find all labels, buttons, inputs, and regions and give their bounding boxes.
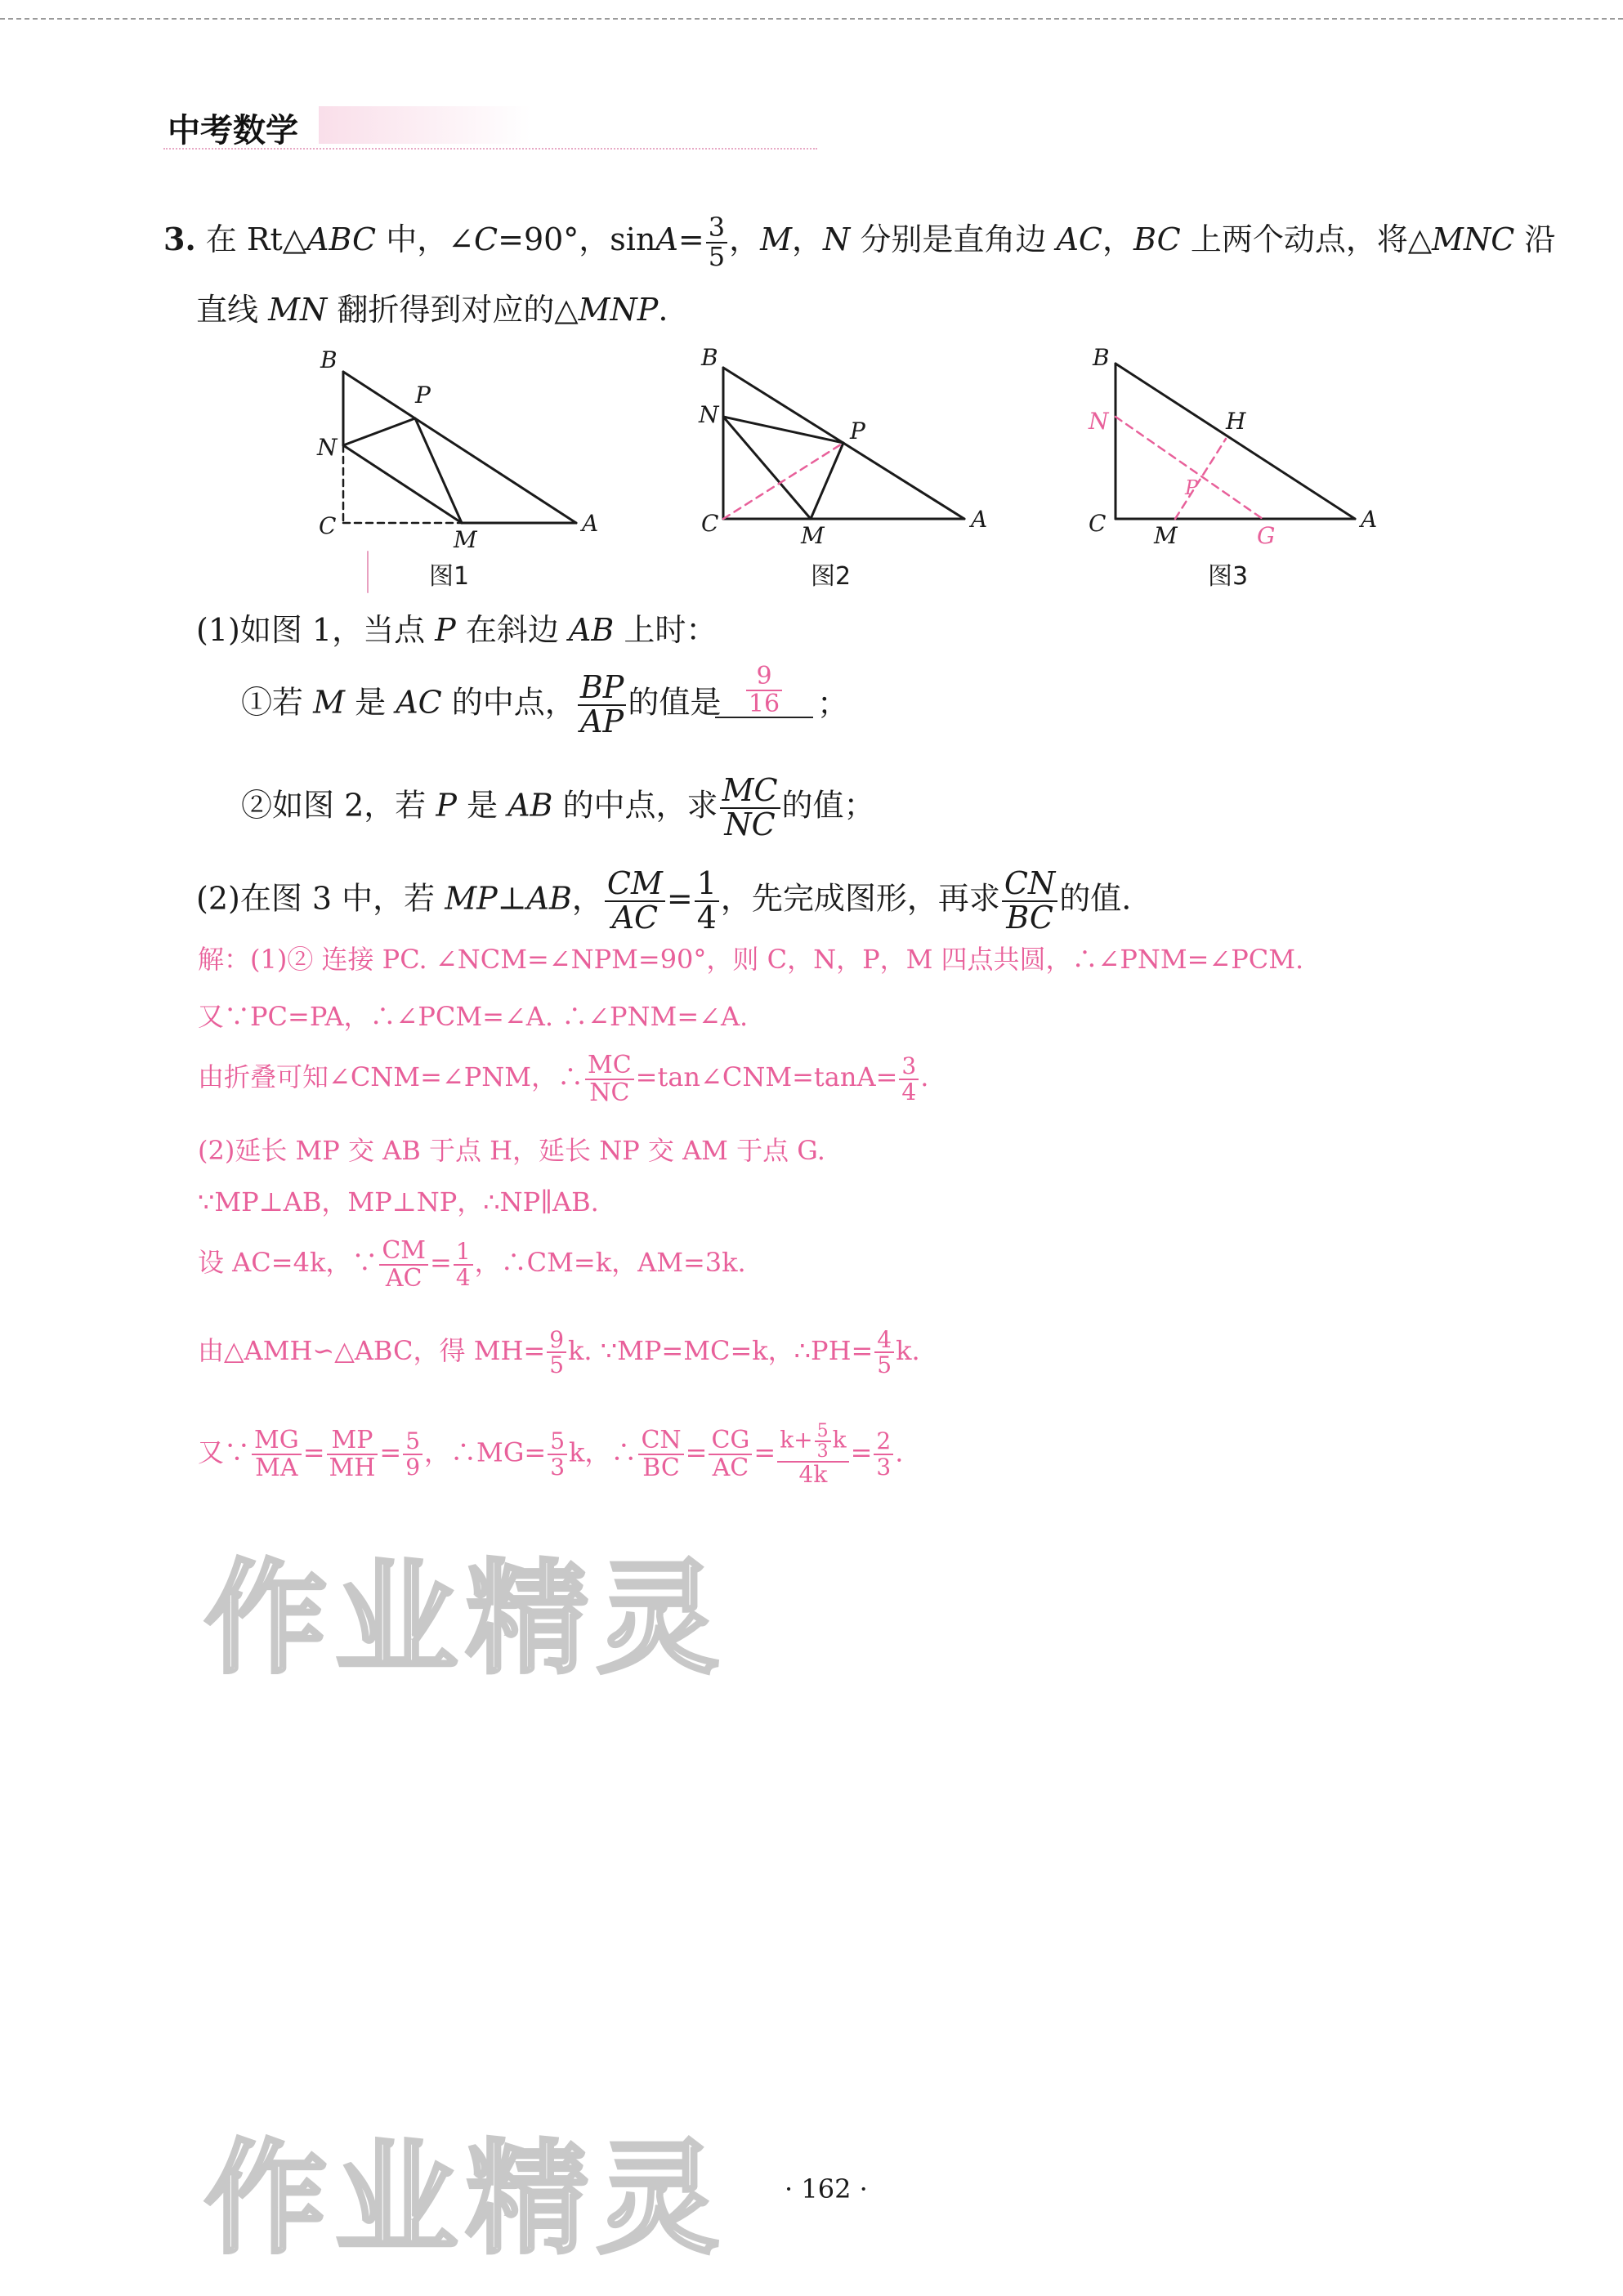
fig3-label-A: A <box>1361 506 1378 533</box>
figure-2 <box>698 347 987 591</box>
fig2-label-N: N <box>699 401 719 428</box>
scan-top-border <box>0 0 1623 20</box>
fig3-label-P: P <box>1185 476 1199 499</box>
figure-3 <box>1088 347 1377 591</box>
problem-line-2: 直线 MN 翻折得到对应的△MNP. <box>196 292 668 328</box>
fig3-label-N: N <box>1089 408 1109 435</box>
watermark-top: 作业精灵 <box>204 1548 728 1691</box>
solution-line-7: 由△AMH∽△ABC，得 MH= $\frac{9}{5}$ k. ∵MP=MC=k，∴PH= $\frac{4}{5}$ k. <box>198 1326 920 1379</box>
fig3-label-C: C <box>1089 510 1107 537</box>
header-title: 中考数学 <box>168 112 298 150</box>
solution-line-1: 解：(1)② 连接 PC. ∠NCM=∠NPM=90°，则 C，N，P，M 四点共圆，∴∠PNM=∠PCM. <box>198 944 1304 975</box>
fig1-caption: 图1 <box>429 562 470 591</box>
fig2-label-B: B <box>701 347 718 371</box>
problem-line-1: 3. 在 Rt△ABC 中，∠C=90°，sinA= $\frac{3}{5}$ ，M，N 分别是直角边 AC，BC 上两个动点，将△MNC 沿 <box>163 212 1556 272</box>
fig1-label-M: M <box>454 526 477 553</box>
fig1-label-N: N <box>317 434 338 461</box>
header-underline <box>163 143 817 150</box>
fig3-label-G: G <box>1257 522 1276 549</box>
q1-semicolon: ； <box>817 686 849 721</box>
page-number: · 162 · <box>785 2173 868 2204</box>
fig1-label-B: B <box>320 347 338 373</box>
fig2-label-M: M <box>801 522 825 549</box>
figure-1 <box>316 347 598 591</box>
header-tint <box>319 106 531 144</box>
solution-line-3: 由折叠可知∠CNM=∠PNM，∴ $\frac{MC}{NC}$ =tan∠CNM=tanA= $\frac{3}{4}$ . <box>198 1051 929 1107</box>
solution-line-8: 又∵ $\frac{MG}{MA}$ = $\frac{MP}{MH}$ = $\frac{5}{9}$ ，∴MG= $\frac{5}{3}$ k，∴ $\frac{CN}{BC}$ = $\frac{CG}{AC}$ = k+ $\frac{5}{3}$ k 4k = $\frac{2}{3}$ . <box>198 1421 904 1489</box>
fig1-label-A: A <box>582 510 599 537</box>
fig2-label-A: A <box>971 506 988 533</box>
fig1-label-C: C <box>319 512 337 539</box>
sin-fraction: $\frac{3}{5}$ <box>706 214 727 270</box>
fig2-label-C: C <box>701 510 719 537</box>
answer-blank-q1: $\frac{9}{16}$ <box>715 663 813 718</box>
part1-question-1: ①若 M 是 AC 的中点， $\frac{BP}{AP}$ 的值是 <box>241 669 722 739</box>
watermark-bottom: 作业精灵 <box>204 2128 728 2271</box>
problem-number: 3. <box>163 221 196 258</box>
fig1-label-P: P <box>415 382 431 409</box>
bp-ap-fraction: $\frac{BP}{AP}$ <box>578 672 627 739</box>
part1-question-2: ②如图 2，若 P 是 AB 的中点，求 $\frac{MC}{NC}$ 的值； <box>241 772 875 842</box>
figures-svg <box>311 347 1438 601</box>
fig2-caption: 图2 <box>811 562 852 591</box>
solution-line-6: 设 AC=4k，∵ $\frac{CM}{AC}$ = $\frac{1}{4}$ ，∴CM=k，AM=3k. <box>198 1236 746 1293</box>
part2-question: (2)在图 3 中，若 MP⊥AB， $\frac{CM}{AC}$ = $\frac{1}{4}$ ，先完成图形，再求 $\frac{CN}{BC}$ 的值. <box>196 865 1132 936</box>
fig3-label-B: B <box>1093 347 1110 371</box>
fig3-label-H: H <box>1226 408 1246 435</box>
part1-intro: (1)如图 1，当点 P 在斜边 AB 上时： <box>196 612 718 648</box>
fig3-label-M: M <box>1154 522 1178 549</box>
solution-line-2: 又∵PC=PA，∴∠PCM=∠A. ∴∠PNM=∠A. <box>198 1001 749 1032</box>
fig2-label-P: P <box>850 418 865 444</box>
solution-line-4: (2)延长 MP 交 AB 于点 H，延长 NP 交 AM 于点 G. <box>198 1135 825 1166</box>
solution-line-5: ∵MP⊥AB，MP⊥NP，∴NP∥AB. <box>198 1186 599 1217</box>
mc-nc-fraction: $\frac{MC}{NC}$ <box>720 775 780 842</box>
fig3-caption: 图3 <box>1208 562 1249 591</box>
